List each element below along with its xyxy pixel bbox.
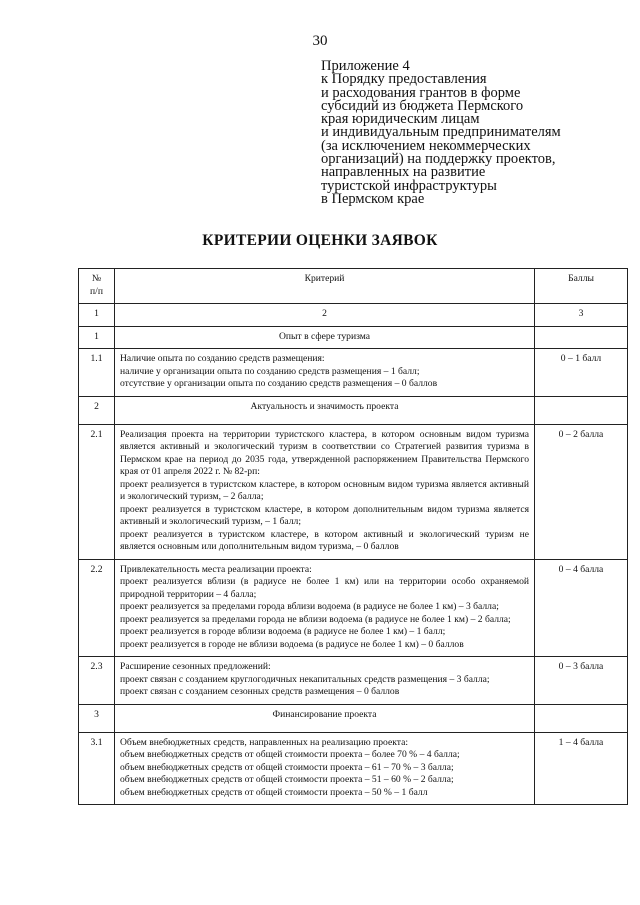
- criterion-line: Наличие опыта по созданию средств размещения:: [120, 353, 325, 364]
- appendix-line: и индивидуальным предпринимателям: [321, 124, 561, 141]
- table-header-row: [79, 269, 628, 304]
- section-title: Актуальность и значимость проекта: [115, 396, 535, 424]
- criterion-text: [115, 559, 535, 657]
- criteria-table: [78, 268, 628, 805]
- criterion-num: 2.3: [79, 657, 115, 705]
- section-score-empty: [535, 396, 628, 424]
- criterion-row: [79, 657, 628, 705]
- header-num-line: п/п: [90, 285, 103, 297]
- criterion-line: проект реализуется за пределами города вблизи водоема (в радиусе не более 1 км) – 3 балла;: [120, 601, 499, 612]
- criterion-line: проект реализуется в городе не вблизи водоема (в радиусе не более 1 км) – 0 баллов: [120, 638, 464, 650]
- appendix-line: и расходования грантов в форме: [321, 84, 521, 101]
- criterion-row: [79, 559, 628, 657]
- section-row: [79, 704, 628, 732]
- appendix-line: субсидий из бюджета Пермского: [321, 97, 524, 114]
- criterion-row: [79, 349, 628, 397]
- section-row: [79, 396, 628, 424]
- criterion-text: [115, 349, 535, 397]
- criterion-line: проект реализуется в туристском кластере, в котором основным видом туризма является активный и экологический туризм, – 2 балла;: [120, 478, 529, 502]
- appendix-line: туристской инфраструктуры: [321, 177, 497, 194]
- criterion-line: Объем внебюджетных средств, направленных на реализацию проекта:: [120, 736, 408, 748]
- section-score-empty: [535, 326, 628, 349]
- criterion-num: 2.2: [79, 559, 115, 657]
- column-index-row: [79, 304, 628, 327]
- criterion-score: 0 – 3 балла: [535, 657, 628, 705]
- section-title: Финансирование проекта: [115, 704, 535, 732]
- criterion-text: [115, 424, 535, 559]
- criterion-line: объем внебюджетных средств от общей стоимости проекта – 51 – 60 % – 2 балла;: [120, 774, 454, 785]
- criterion-text: [115, 732, 535, 805]
- criterion-num: 3.1: [79, 732, 115, 805]
- section-num: 3: [79, 704, 115, 732]
- criterion-line: отсутствие у организации опыта по созданию средств размещения – 0 баллов: [120, 378, 438, 389]
- criterion-score: 0 – 1 балл: [535, 349, 628, 397]
- header-num-line: №: [91, 273, 102, 284]
- appendix-line: края юридическим лицам: [321, 111, 480, 128]
- criterion-line: проект реализуется в туристском кластере, в котором активный и экологический туризм не является основным или дополнительным видом туризма, – 0 баллов: [120, 528, 529, 552]
- criterion-score: 1 – 4 балла: [535, 732, 628, 805]
- criterion-num: 2.1: [79, 424, 115, 559]
- criterion-score: 0 – 4 балла: [535, 559, 628, 657]
- criterion-line: объем внебюджетных средств от общей стоимости проекта – 50 % – 1 балл: [120, 786, 428, 798]
- criterion-line: объем внебюджетных средств от общей стоимости проекта – более 70 % – 4 балла;: [120, 749, 460, 760]
- document-title: КРИТЕРИИ ОЦЕНКИ ЗАЯВОК: [202, 232, 438, 249]
- header-num: [79, 269, 115, 304]
- section-num: 1: [79, 326, 115, 349]
- appendix-line: к Порядку предоставления: [321, 71, 487, 88]
- criterion-line: Расширение сезонных предложений:: [120, 661, 271, 672]
- criterion-line: наличие у организации опыта по созданию средств размещения – 1 балл;: [120, 365, 420, 377]
- appendix-line: Приложение 4: [321, 58, 410, 74]
- section-score-empty: [535, 704, 628, 732]
- column-index: 3: [535, 304, 628, 327]
- criterion-line: проект связан с созданием круглогодичных некапитальных средств размещения – 3 балла;: [120, 673, 490, 685]
- header-criterion: Критерий: [115, 269, 535, 304]
- appendix-line: направленных на развитие: [321, 164, 486, 181]
- appendix-line: (за исключением некоммерческих: [321, 137, 531, 154]
- appendix-note: [321, 60, 621, 206]
- criterion-text: [115, 657, 535, 705]
- criterion-line: Привлекательность места реализации проекта:: [120, 563, 312, 575]
- criterion-line: проект связан с созданием сезонных средств размещения – 0 баллов: [120, 686, 400, 697]
- criterion-line: объем внебюджетных средств от общей стоимости проекта – 61 – 70 % – 3 балла;: [120, 761, 454, 773]
- criterion-row: [79, 424, 628, 559]
- criterion-line: проект реализуется вблизи (в радиусе не более 1 км) или на территории особо охраняемой природной территории – 4 балла;: [120, 576, 529, 600]
- criterion-score: 0 – 2 балла: [535, 424, 628, 559]
- header-score: Баллы: [535, 269, 628, 304]
- section-row: [79, 326, 628, 349]
- appendix-line: организаций) на поддержку проектов,: [321, 151, 556, 168]
- criterion-line: проект реализуется за пределами города не вблизи водоема (в радиусе не более 1 км) – 2 балла;: [120, 613, 511, 625]
- section-title: Опыт в сфере туризма: [115, 326, 535, 349]
- section-num: 2: [79, 396, 115, 424]
- column-index: 2: [115, 304, 535, 327]
- criterion-num: 1.1: [79, 349, 115, 397]
- criterion-line: проект реализуется в туристском кластере, в котором дополнительным видом туризма является активный и экологический туризм, – 1 балл;: [120, 503, 529, 527]
- appendix-line: в Пермском крае: [321, 190, 425, 207]
- criterion-row: [79, 732, 628, 805]
- criterion-line: проект реализуется в городе вблизи водоема (в радиусе не более 1 км) – 1 балл;: [120, 626, 446, 637]
- criterion-line: Реализация проекта на территории туристского кластера, в котором основным видом туризма является активный и экологический туризм в соответствии со Стратегией развития туризма в Пермском крае на период до 2035 года, утвержденной распоряжением Правительства Пермского края от 01 апреля 2022 г. № 82-рп:: [120, 428, 529, 477]
- page-number: 30: [312, 33, 328, 49]
- column-index: 1: [79, 304, 115, 327]
